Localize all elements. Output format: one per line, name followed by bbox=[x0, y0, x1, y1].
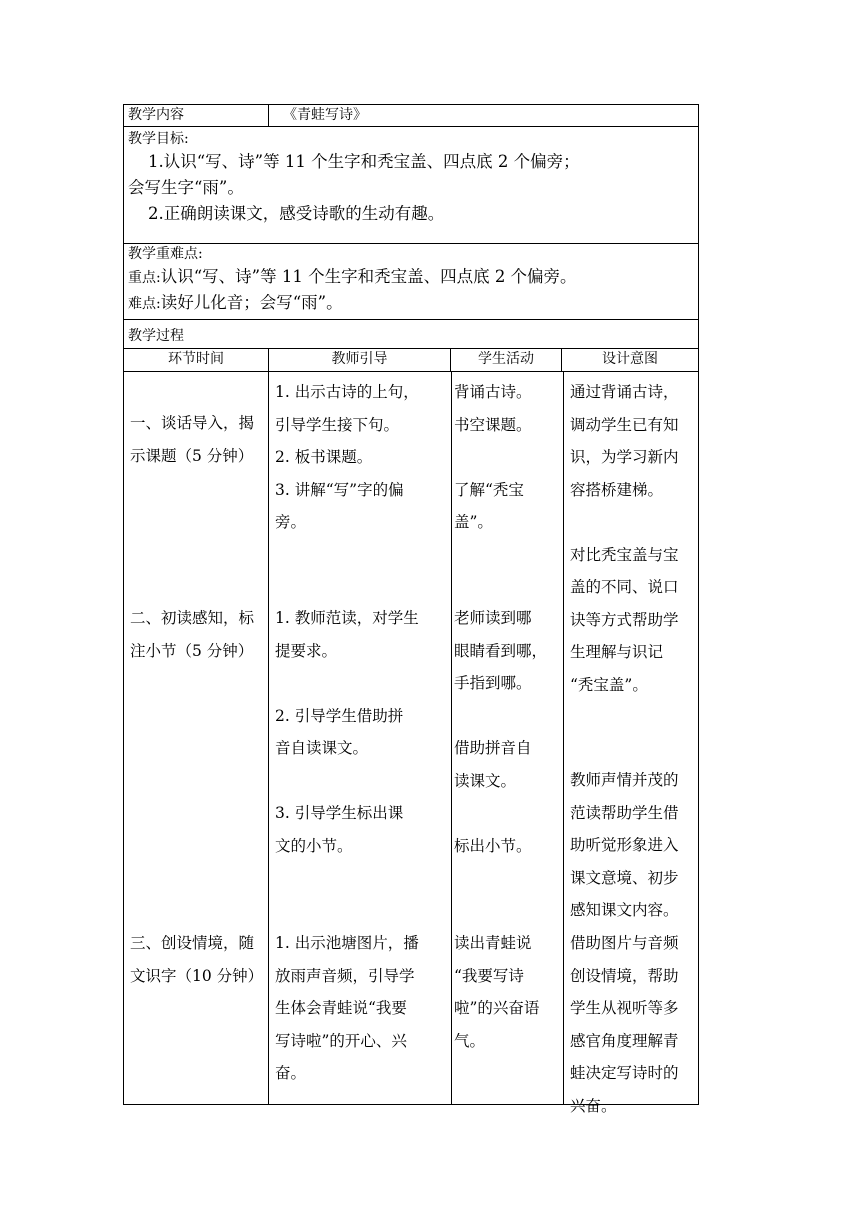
stage-1-teacher-line: 1. 出示古诗的上句， bbox=[275, 383, 419, 401]
stage-1-student-line: 背诵古诗。 bbox=[454, 383, 532, 401]
stage-1-intent-line: 调动学生已有知 bbox=[570, 415, 679, 434]
difficulty-text: 读好儿化音；会写“雨”。 bbox=[160, 293, 343, 312]
stage-2-intent-line: 课文意境、初步 bbox=[570, 868, 679, 887]
stage-3-student-line: 读出青蛙说 bbox=[454, 934, 532, 952]
stage-2-intent-line: 助听觉形象进入 bbox=[570, 836, 679, 854]
stage-2-student-line: 读课文。 bbox=[454, 771, 517, 790]
stage-1-intent bbox=[570, 376, 698, 701]
difficulty-line bbox=[128, 290, 698, 316]
spacer bbox=[454, 441, 562, 474]
stage-2-name-line-1: 二、初读感知，标 bbox=[130, 609, 255, 627]
stage-2-teacher-line: 2. 引导学生借助拼 bbox=[275, 706, 404, 725]
stage-3-student bbox=[454, 927, 562, 1057]
stage-1-name bbox=[130, 407, 268, 472]
stage-3-intent-line: 学生从视听等多 bbox=[570, 999, 679, 1017]
focus-text: 认识“写、诗”等 11 个生字和秃宝盖、四点底 2 个偏旁。 bbox=[160, 267, 577, 286]
focus-label: 重点: bbox=[128, 270, 161, 286]
stage-1-intent-line: “秃宝盖”。 bbox=[570, 675, 648, 694]
stage-3-name bbox=[130, 927, 268, 992]
stage-2-student-line: 老师读到哪 bbox=[454, 609, 532, 627]
stage-1-intent-line: 对比秃宝盖与宝 bbox=[570, 545, 679, 564]
stage-1-student bbox=[454, 376, 562, 539]
process-title: 教学过程 bbox=[123, 319, 699, 348]
stage-3-intent bbox=[570, 927, 698, 1122]
spacer bbox=[454, 700, 562, 733]
stage-1-intent-line: 容搭桥建梯。 bbox=[570, 480, 664, 499]
focus-line bbox=[128, 264, 698, 290]
stage-3-student-line: “我要写诗 bbox=[454, 966, 524, 985]
stage-3-teacher bbox=[275, 927, 447, 1090]
stage-2-student-line: 手指到哪。 bbox=[454, 674, 532, 692]
stage-2-teacher-line: 文的小节。 bbox=[275, 836, 353, 855]
stage-2-teacher bbox=[275, 602, 447, 862]
stage-1-teacher-line: 3. 讲解“写”字的偏 bbox=[275, 480, 404, 499]
col-header-student: 学生活动 bbox=[450, 349, 561, 371]
stage-2-intent-line: 感知课文内容。 bbox=[570, 901, 679, 919]
stage-3-teacher-line: 生体会青蛙说“我要 bbox=[275, 999, 407, 1017]
stage-1-intent-line: 盖的不同、说口 bbox=[570, 578, 679, 596]
stage-1-teacher bbox=[275, 376, 447, 539]
stage-3-intent-line: 借助图片与音频 bbox=[570, 934, 679, 952]
stage-1-name-line-2: 示课题（5 分钟） bbox=[130, 446, 254, 465]
stage-2-intent bbox=[570, 764, 698, 927]
goals-section bbox=[123, 126, 699, 243]
stage-1-teacher-line: 引导学生接下句。 bbox=[275, 415, 400, 434]
divider-3 bbox=[563, 372, 564, 1104]
stage-2-teacher-line: 1. 教师范读，对学生 bbox=[275, 609, 419, 627]
spacer bbox=[454, 797, 562, 830]
stage-2-intent-line: 范读帮助学生借 bbox=[570, 803, 679, 822]
key-points-section bbox=[123, 243, 699, 319]
stage-1-student-line: 盖”。 bbox=[454, 513, 493, 531]
stage-2-teacher-line: 3. 引导学生标出课 bbox=[275, 804, 404, 822]
stage-3-intent-line: 兴奋。 bbox=[570, 1096, 617, 1115]
spacer bbox=[570, 506, 698, 539]
stage-1-student-line: 了解“秃宝 bbox=[454, 480, 524, 499]
goals-title: 教学目标: bbox=[128, 131, 189, 147]
spacer bbox=[275, 667, 447, 700]
content-label: 教学内容 bbox=[128, 107, 184, 123]
col-header-time: 环节时间 bbox=[168, 351, 224, 367]
goal-2: 2.正确朗读课文，感受诗歌的生动有趣。 bbox=[148, 204, 445, 223]
stage-2-name-line-2: 注小节（5 分钟） bbox=[130, 641, 254, 660]
stage-3-intent-line: 蛙决定写诗时的 bbox=[570, 1064, 679, 1082]
content-row bbox=[123, 104, 699, 126]
col-header-intent: 设计意图 bbox=[561, 349, 698, 371]
divider-1 bbox=[268, 372, 269, 1104]
key-title: 教学重难点: bbox=[128, 246, 203, 262]
difficulty-label: 难点: bbox=[128, 296, 161, 312]
stage-2-student-line: 标出小节。 bbox=[454, 836, 532, 855]
stage-3-intent-line: 创设情境，帮助 bbox=[570, 966, 679, 985]
stage-1-student-line: 书空课题。 bbox=[454, 415, 532, 434]
stage-2-intent-line: 教师声情并茂的 bbox=[570, 771, 679, 789]
spacer bbox=[275, 765, 447, 798]
stage-1-intent-line: 生理解与识记 bbox=[570, 643, 664, 661]
content-value: 《青蛙写诗》 bbox=[268, 105, 698, 126]
stage-2-name bbox=[130, 602, 268, 667]
stage-1-intent-line: 诀等方式帮助学 bbox=[570, 610, 679, 629]
stage-2-teacher-line: 音自读课文。 bbox=[275, 739, 369, 757]
stage-1-teacher-line: 2. 板书课题。 bbox=[275, 448, 373, 466]
stage-2-student bbox=[454, 602, 562, 862]
stage-2-student-line: 眼睛看到哪， bbox=[454, 641, 548, 660]
stage-3-teacher-line: 1. 出示池塘图片，播 bbox=[275, 934, 419, 952]
process-body bbox=[123, 371, 699, 1115]
stage-3-student-line: 气。 bbox=[454, 1031, 486, 1050]
stage-1-intent-line: 识，为学习新内 bbox=[570, 448, 679, 466]
process-header-row bbox=[123, 348, 699, 371]
stage-3-intent-line: 感官角度理解青 bbox=[570, 1031, 679, 1050]
stage-3-student-line: 啦”的兴奋语 bbox=[454, 999, 540, 1017]
stage-1-name-line-1: 一、谈话导入，揭 bbox=[130, 414, 255, 432]
stage-3-teacher-line: 写诗啦”的开心、兴 bbox=[275, 1031, 407, 1050]
stage-2-teacher-line: 提要求。 bbox=[275, 641, 338, 660]
stage-3-name-line-1: 三、创设情境，随 bbox=[130, 934, 255, 952]
stage-1-teacher-line: 旁。 bbox=[275, 513, 307, 531]
goal-1-line-2: 会写生字“雨”。 bbox=[128, 178, 244, 197]
lesson-plan-table bbox=[123, 104, 699, 1115]
stage-3-teacher-line: 奋。 bbox=[275, 1064, 307, 1082]
goal-1-line-1: 1.认识“写、诗”等 11 个生字和秃宝盖、四点底 2 个偏旁； bbox=[148, 152, 580, 171]
divider-2 bbox=[451, 372, 452, 1104]
col-header-teacher: 教师引导 bbox=[268, 349, 450, 371]
stage-1-intent-line: 通过背诵古诗， bbox=[570, 383, 679, 401]
stage-3-name-line-2: 文识字（10 分钟） bbox=[130, 966, 264, 985]
stage-3-teacher-line: 放雨声音频，引导学 bbox=[275, 966, 415, 985]
stage-2-student-line: 借助拼音自 bbox=[454, 739, 532, 757]
